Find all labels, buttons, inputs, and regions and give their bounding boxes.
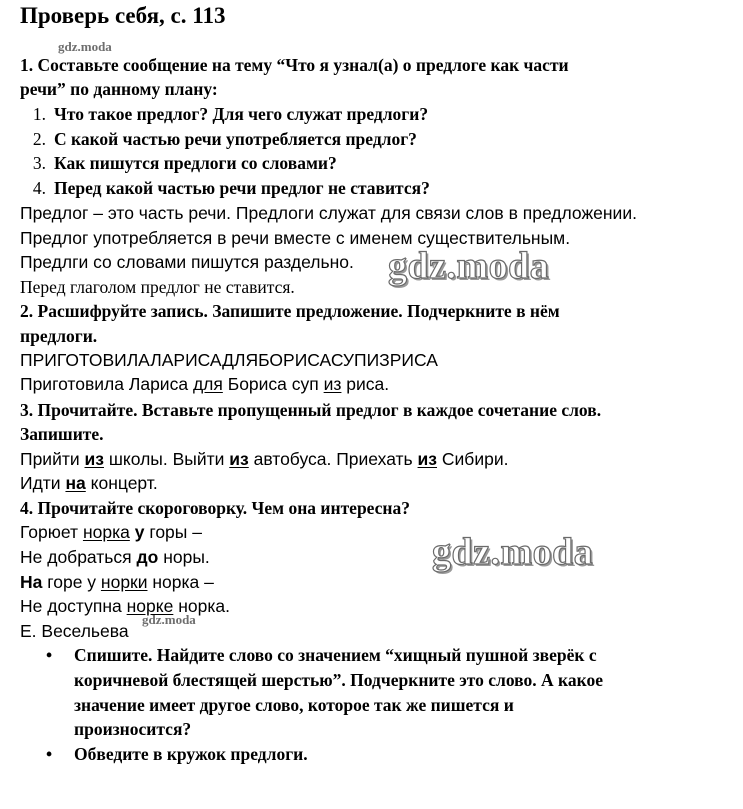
plan-item: [20, 153, 337, 174]
underlined-word: норка: [82, 522, 130, 542]
page-title: Проверь себя, с. 113: [20, 3, 226, 28]
plan-item-number: 4.: [32, 178, 46, 198]
poem-text: горе у: [42, 572, 101, 592]
bullet-text-continued: произносится?: [74, 719, 192, 739]
answer-text: Приготовила Лариса: [20, 374, 193, 394]
bold-preposition: до: [136, 547, 159, 567]
poem-text: Не добраться: [20, 547, 137, 567]
poem-text: горы –: [144, 522, 202, 542]
plan-item-text: С какой частью речи употребляется предлог?: [54, 129, 417, 149]
bullet-item: [46, 744, 308, 765]
poem-line: [20, 522, 202, 543]
task2-answer: [20, 374, 389, 395]
bullet-text-continued: значение имеет другое слово, которое так же пишется и: [74, 695, 514, 715]
bullet-text-continued: коричневой блестящей шерстью”. Подчеркните это слово. А какое: [74, 670, 603, 690]
task1-answer-line: Предлги со словами пишутся раздельно.: [20, 252, 354, 272]
watermark-small: gdz.moda: [142, 612, 196, 627]
task3-question-line1: 3. Прочитайте. Вставьте пропущенный предлог в каждое сочетание слов.: [20, 400, 602, 420]
answer-text: школы. Выйти: [103, 449, 230, 469]
inserted-preposition: на: [65, 473, 86, 493]
underlined-word: норки: [100, 572, 148, 592]
poem-text: норка.: [173, 596, 230, 616]
bold-preposition: На: [20, 572, 43, 592]
bullet-text: Обведите в кружок предлоги.: [74, 744, 308, 764]
bullet-icon: •: [46, 645, 53, 665]
underlined-preposition: из: [323, 374, 342, 394]
poem-text: Горюет: [20, 522, 83, 542]
inserted-preposition: из: [84, 449, 104, 469]
task4-question: 4. Прочитайте скороговорку. Чем она интересна?: [20, 498, 411, 518]
poem-text: Не доступна: [20, 596, 127, 616]
plan-item-number: 2.: [32, 129, 46, 149]
task1-answer-line: Перед глаголом предлог не ставится.: [20, 277, 295, 297]
task1-question-line2: речи” по данному плану:: [20, 79, 218, 99]
answer-text: риса.: [341, 374, 390, 394]
bullet-item: [46, 645, 597, 666]
task3-answer-line2: [20, 473, 158, 494]
inserted-preposition: из: [229, 449, 249, 469]
underlined-preposition: для: [192, 374, 223, 394]
watermark-large: gdz.moda: [432, 531, 594, 573]
task2-question-line2: предлоги.: [20, 326, 98, 346]
watermark-small: gdz.moda: [58, 39, 112, 54]
plan-item-number: 3.: [32, 153, 46, 173]
poem-line: [20, 547, 210, 568]
task3-question-line2: Запишите.: [20, 424, 104, 444]
task2-question-line1: 2. Расшифруйте запись. Запишите предложение. Подчеркните в нём: [20, 301, 560, 321]
watermark-large: gdz.moda: [388, 245, 550, 287]
poem-line: [20, 596, 230, 617]
task1-answer-line: Предлог употребляется в речи вместе с именем существительным.: [20, 228, 571, 248]
answer-text: Бориса суп: [222, 374, 324, 394]
answer-text: Идти: [20, 473, 66, 493]
underlined-word: норке: [126, 596, 174, 616]
inserted-preposition: из: [417, 449, 438, 469]
answer-text: Сибири.: [437, 449, 509, 469]
plan-item-text: Что такое предлог? Для чего служат предлоги?: [54, 104, 429, 124]
poem-text: норка –: [147, 572, 214, 592]
answer-text: автобуса. Приехать: [248, 449, 418, 469]
plan-item-text: Перед какой частью речи предлог не ставится?: [54, 178, 430, 198]
bullet-text: Спишите. Найдите слово со значением “хищный пушной зверёк с: [74, 645, 597, 665]
poem-author: Е. Весельева: [20, 621, 129, 641]
plan-item: [20, 178, 430, 199]
plan-item-number: 1.: [32, 104, 46, 124]
bullet-icon: •: [46, 744, 53, 764]
task3-answer-line1: [20, 449, 508, 470]
task2-code: ПРИГОТОВИЛАЛАРИСАДЛЯБОРИСАСУПИЗРИСА: [20, 350, 438, 370]
plan-item-text: Как пишутся предлоги со словами?: [54, 153, 337, 173]
answer-text: Прийти: [20, 449, 85, 469]
plan-item: [20, 104, 428, 125]
poem-text: норы.: [158, 547, 210, 567]
plan-item: [20, 129, 417, 150]
task1-question-line1: 1. Составьте сообщение на тему “Что я узнал(а) о предлоге как части: [20, 55, 569, 75]
task1-answer-line: Предлог – это часть речи. Предлоги служат для связи слов в предложении.: [20, 203, 637, 223]
poem-line: [20, 572, 214, 593]
bold-preposition: у: [134, 522, 145, 542]
answer-text: концерт.: [85, 473, 158, 493]
